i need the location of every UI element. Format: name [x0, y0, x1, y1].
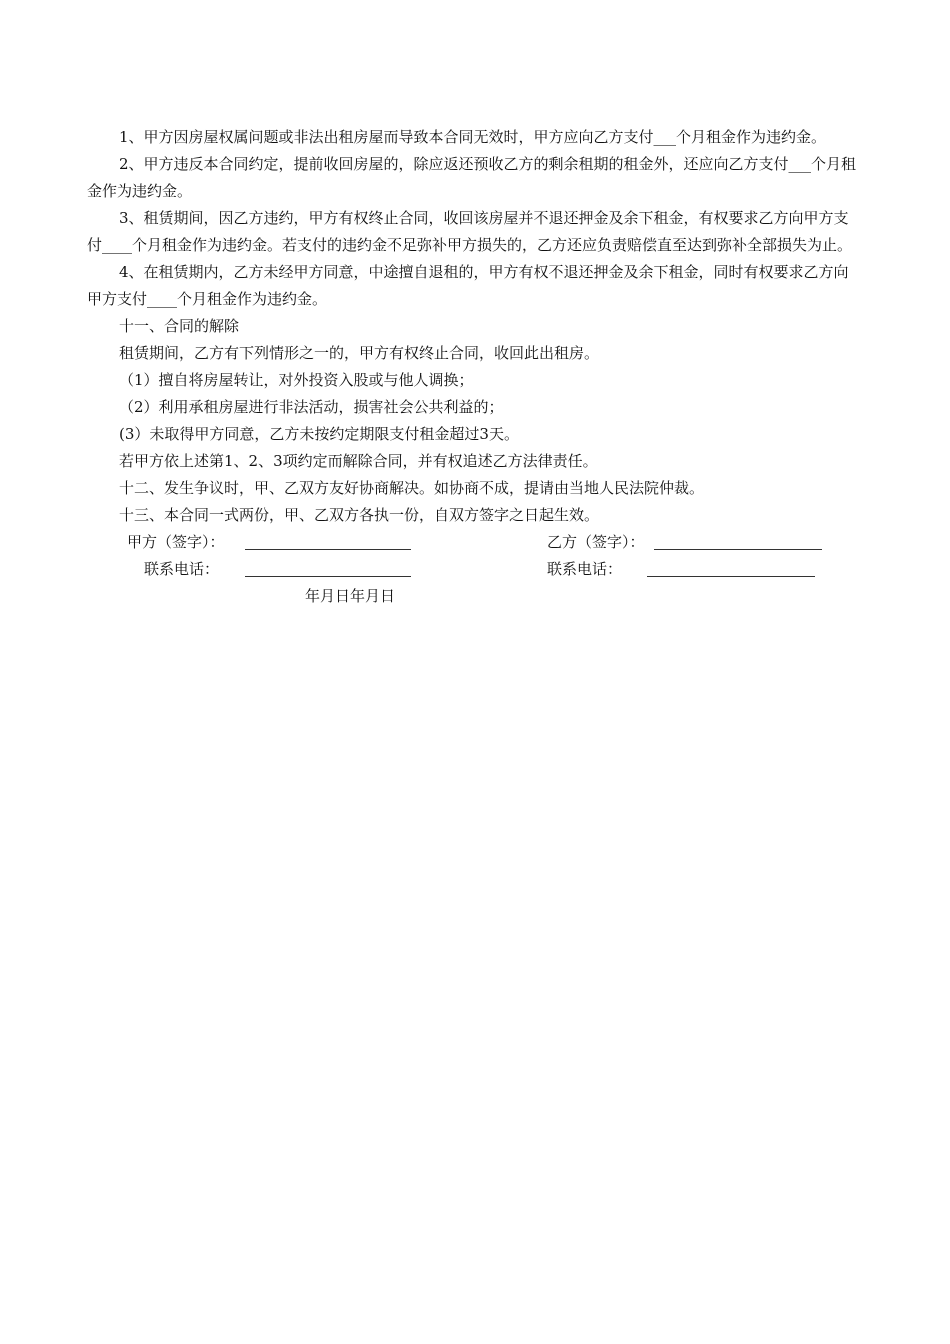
phone-row [87, 556, 859, 583]
party-b-phone-line [647, 576, 815, 577]
clause-penalty-3: 3、租赁期间，因乙方违约，甲方有权终止合同，收回该房屋并不退还押金及余下租金，有权要求乙方向甲方支付____个月租金作为违约金。若支付的违约金不足弥补甲方损失的，乙方还应负责赔偿直至达到弥补全部损失为止。 [87, 209, 853, 254]
party-b-signature-label: 乙方（签字）： [547, 533, 645, 551]
section-effect: 十三、本合同一式两份，甲、乙双方各执一份，自双方签字之日起生效。 [119, 506, 600, 524]
signing-date: 年月日年月日 [305, 587, 396, 605]
termination-item-1: （1）擅自将房屋转让，对外投资入股或与他人调换； [119, 371, 474, 389]
section-heading-termination: 十一、合同的解除 [119, 317, 240, 335]
termination-item-3: (3）未取得甲方同意，乙方未按约定期限支付租金超过3天。 [119, 425, 519, 443]
signature-row [87, 529, 859, 556]
date-row [87, 583, 859, 610]
party-b-phone-label: 联系电话： [547, 560, 623, 578]
party-a-signature-line [245, 549, 411, 550]
clause-penalty-1: 1、甲方因房屋权属问题或非法出租房屋而导致本合同无效时，甲方应向乙方支付___个月租金作为违约金。 [119, 128, 827, 146]
termination-note: 若甲方依上述第1、2、3项约定而解除合同，并有权追述乙方法律责任。 [119, 452, 598, 470]
party-a-signature-label: 甲方（签字）： [127, 533, 225, 551]
contract-body [87, 124, 859, 610]
clause-penalty-2: 2、甲方违反本合同约定，提前收回房屋的，除应返还预收乙方的剩余租期的租金外，还应向乙方支付___个月租金作为违约金。 [87, 155, 857, 200]
party-a-phone-line [245, 576, 411, 577]
section-dispute: 十二、发生争议时，甲、乙双方友好协商解决。如协商不成，提请由当地人民法院仲裁。 [119, 479, 705, 497]
party-b-signature-line [654, 549, 822, 550]
clause-penalty-4: 4、在租赁期内，乙方未经甲方同意，中途擅自退租的，甲方有权不退还押金及余下租金，同时有权要求乙方向甲方支付____个月租金作为违约金。 [87, 263, 849, 308]
termination-item-2: （2）利用承租房屋进行非法活动，损害社会公共利益的； [119, 398, 504, 416]
party-a-phone-label: 联系电话： [144, 560, 220, 578]
termination-intro: 租赁期间，乙方有下列情形之一的，甲方有权终止合同，收回此出租房。 [119, 344, 600, 362]
